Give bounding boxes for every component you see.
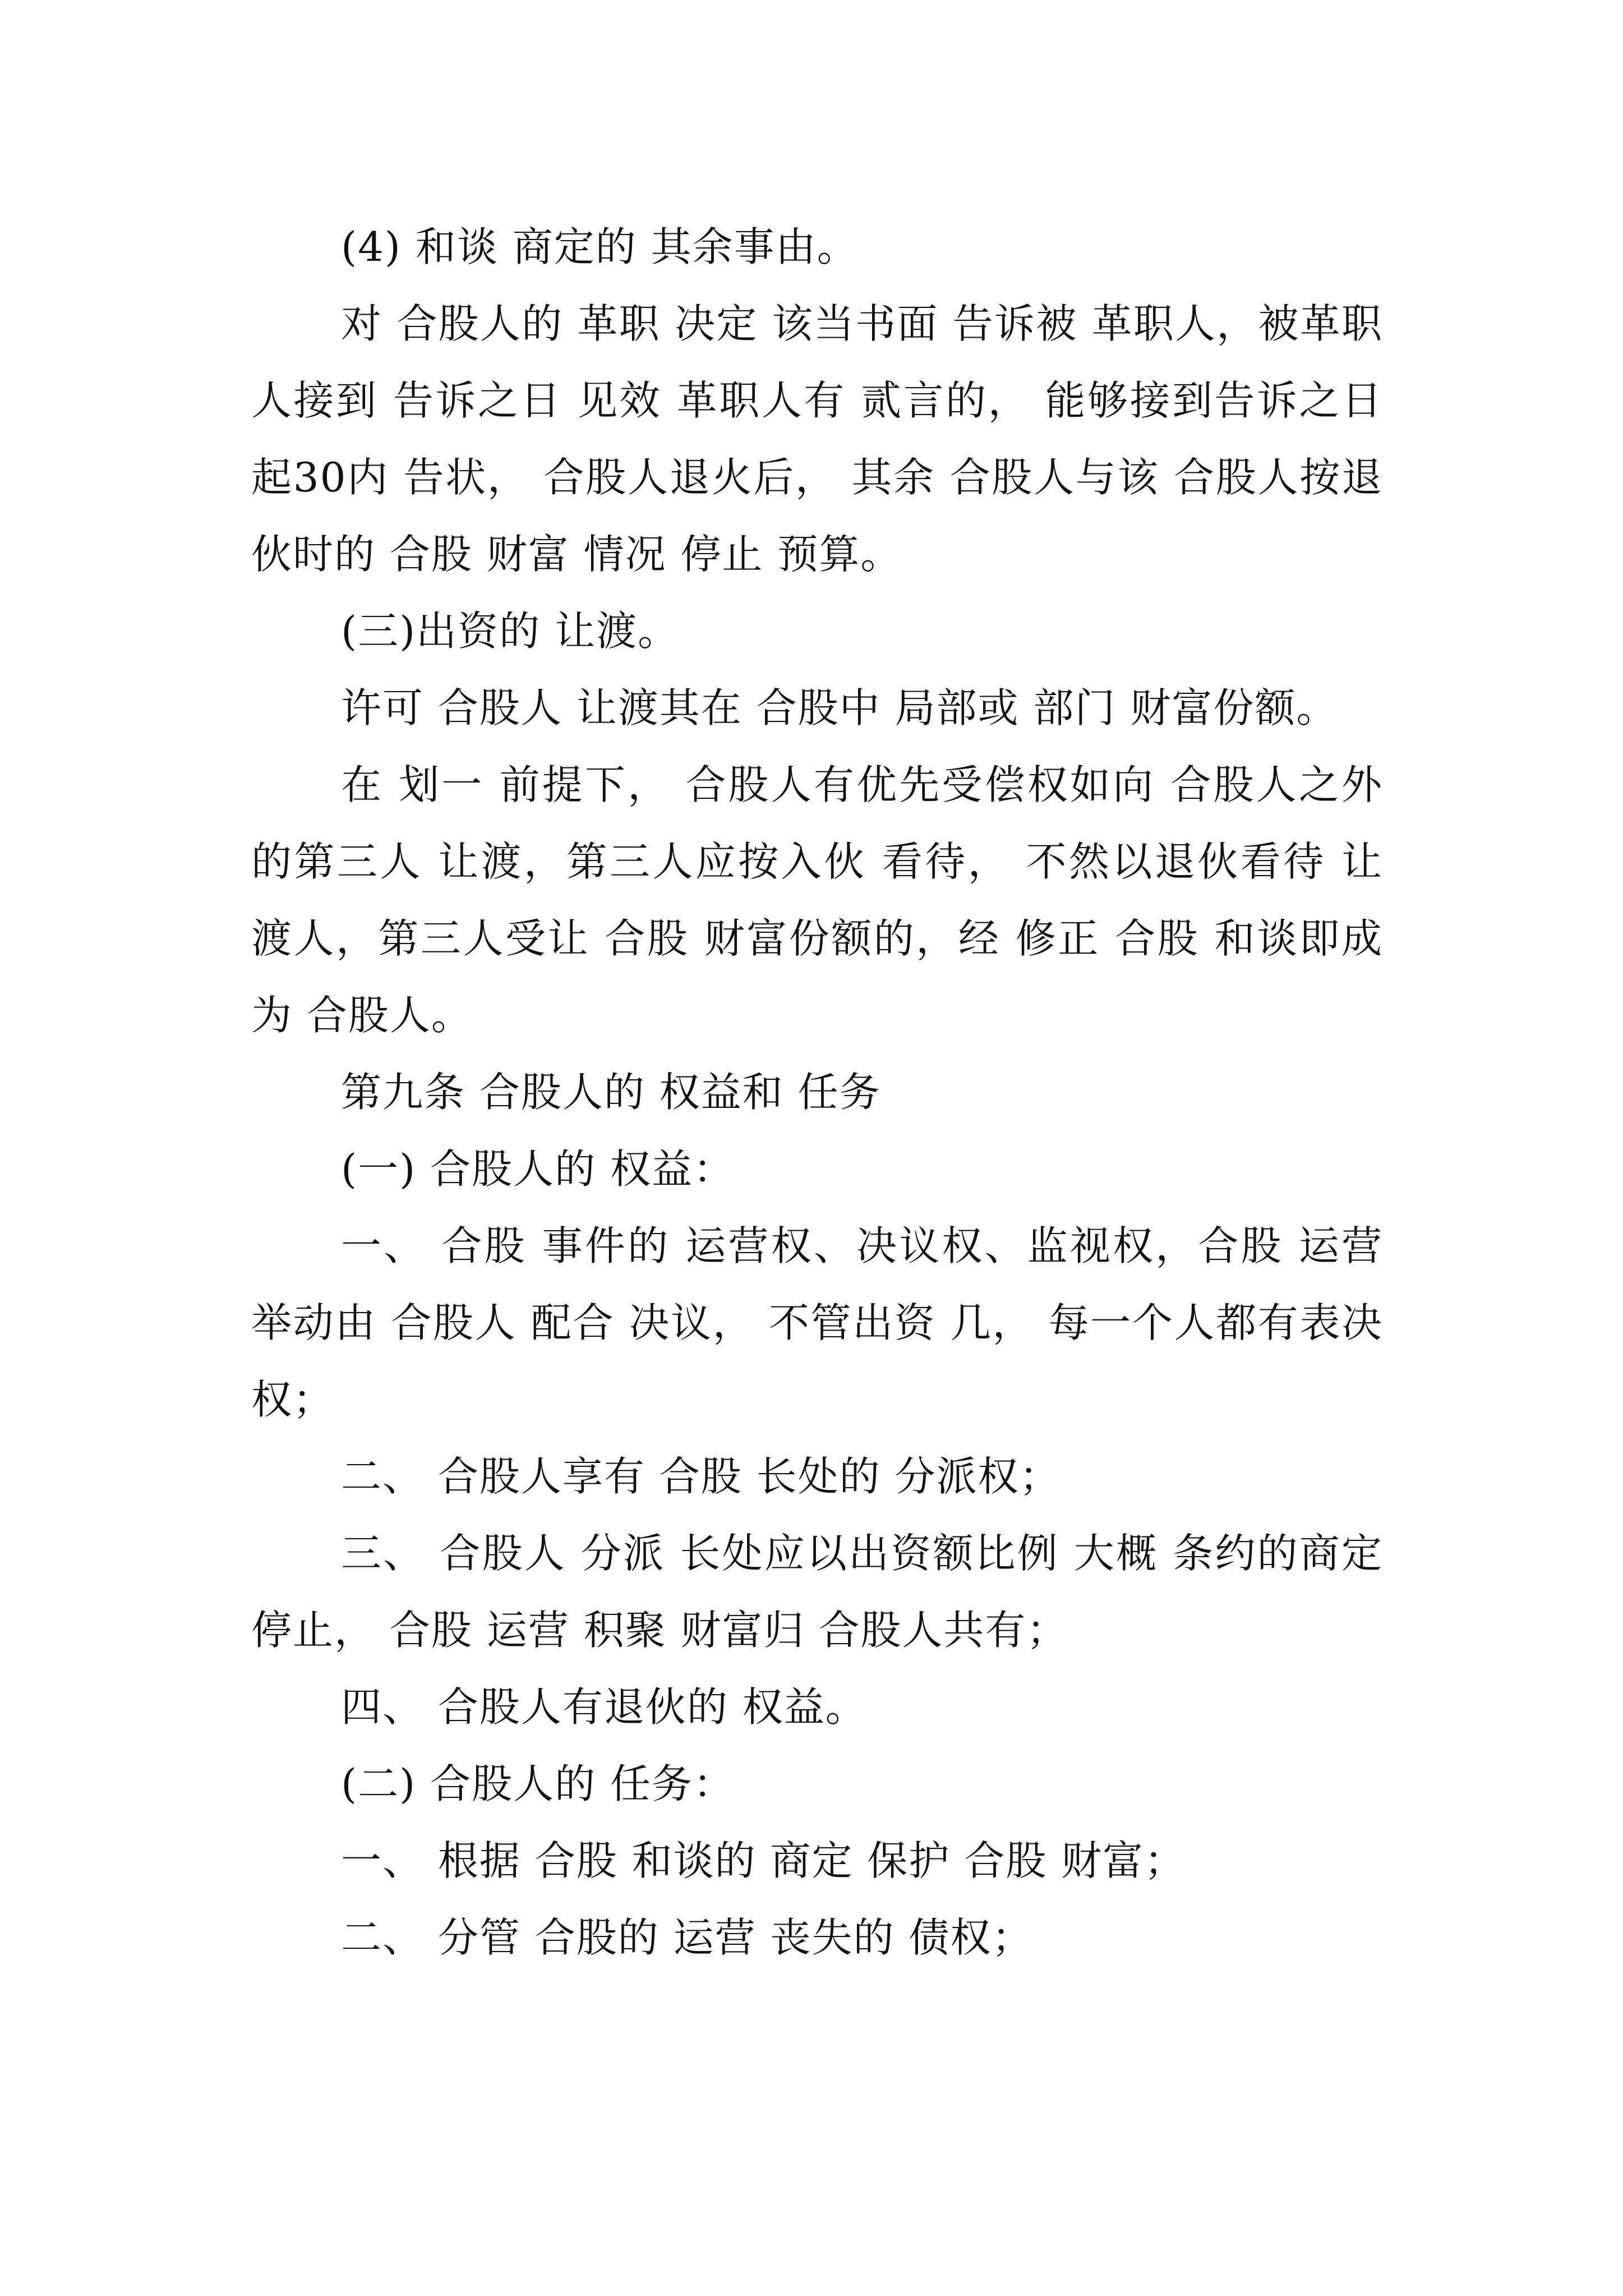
paragraph: (三)出资的 让渡。 — [341, 608, 680, 655]
list-item: 三、 合股人 分派 长处应以出资额比例 大概 条约的商定 停止， 合股 运营 积聚 财富归 合股人共有； — [251, 1530, 1397, 1654]
list-item: 二、 合股人享有 合股 长处的 分派权； — [341, 1453, 1061, 1500]
paragraph: 许可 合股人 让渡其在 合股中 局部或 部门 财富份额。 — [341, 684, 1338, 731]
section-heading: 第九条 合股人的 权益和 任务 — [341, 1069, 881, 1116]
paragraph: 对 合股人的 革职 决定 该当书面 告诉被 革职人，被革职人接到 告诉之日 见效 革职人有 贰言的， 能够接到告诉之日起30内 告状， 合股人退火后， 其余 合股人与该 合股人按退伙时的 合股 财富 情况 停止 预算。 — [251, 300, 1383, 578]
list-item: 四、 合股人有退伙的 权益。 — [341, 1683, 867, 1731]
paragraph: (4) 和谈 商定的 其余事由。 — [341, 223, 859, 270]
subsection-heading: (二) 合股人的 任务： — [341, 1760, 735, 1807]
list-item: 二、 分管 合股的 运营 丧失的 债权； — [341, 1914, 1034, 1961]
paragraph: 在 划一 前提下， 合股人有优先受偿权如向 合股人之外的第三人 让渡，第三人应按入伙 看待， 不然以退伙看待 让渡人，第三人受让 合股 财富份额的，经 修正 合股 和谈即成为 合股人。 — [251, 761, 1383, 1039]
subsection-heading: (一) 合股人的 权益： — [341, 1145, 735, 1193]
document-body — [251, 209, 1397, 1976]
list-item: 一、 合股 事件的 运营权、决议权、监视权，合股 运营 举动由 合股人 配合 决议， 不管出资 几， 每一个人都有表决权； — [251, 1222, 1397, 1423]
list-item: 一、 根据 合股 和谈的 商定 保护 合股 财富； — [341, 1837, 1186, 1884]
